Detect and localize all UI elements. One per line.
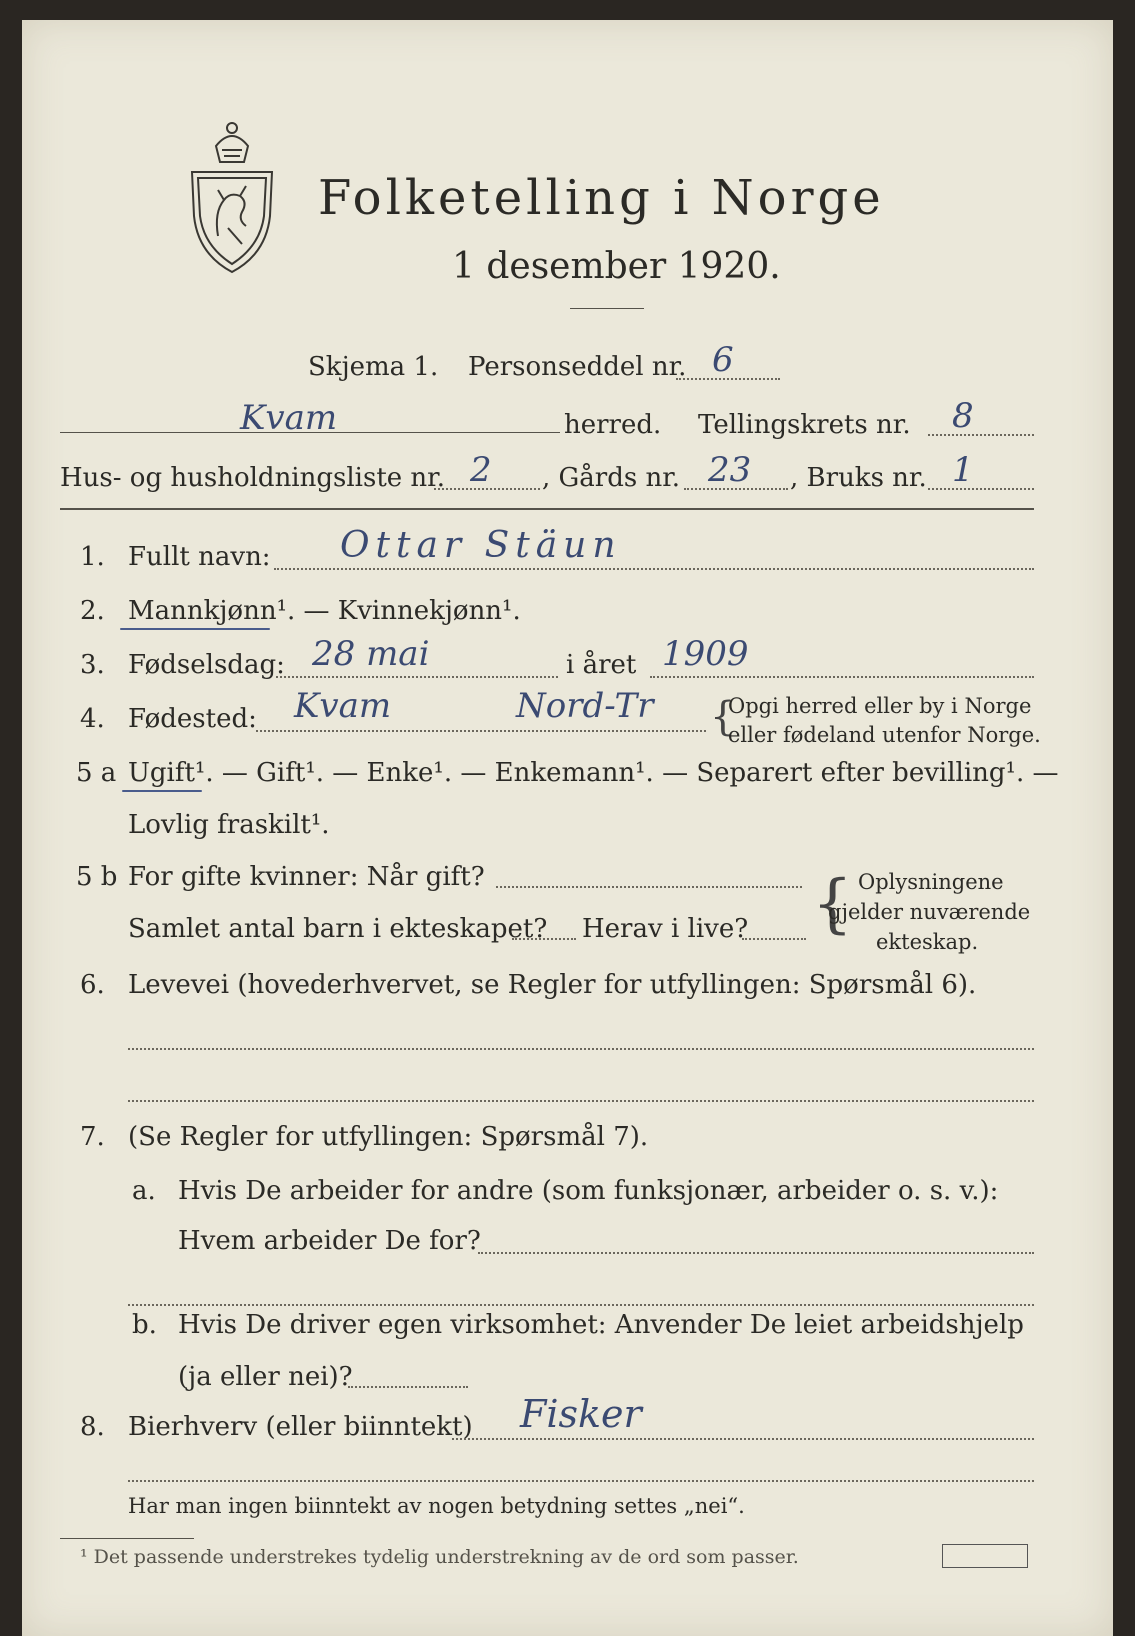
- q7a-employer-label: Hvem arbeider De for?: [178, 1226, 481, 1256]
- q7-label: (Se Regler for utfyllingen: Spørsmål 7).: [128, 1122, 649, 1152]
- bruks-label: , Bruks nr.: [790, 463, 927, 493]
- q5b-note-line2: gjelder nuværende: [828, 900, 1031, 924]
- q6-number: 6.: [80, 970, 105, 1000]
- q8-extra-line: [128, 1480, 1034, 1482]
- occupation-label: Levevei (hovederhvervet, se Regler for utfyllingen: Spørsmål 6).: [128, 970, 977, 1000]
- footnote: ¹ Det passende understrekes tydelig understrekning av de ord som passer.: [80, 1546, 799, 1568]
- herred-label: herred.: [564, 410, 662, 440]
- title-divider: [570, 308, 644, 309]
- personseddel-value[interactable]: 6: [712, 340, 734, 380]
- tellingskrets-line: [928, 434, 1034, 436]
- husholdning-value[interactable]: 2: [470, 450, 492, 490]
- birthplace-county-value[interactable]: Nord-Tr: [516, 686, 654, 726]
- side-income-value[interactable]: Fisker: [520, 1392, 642, 1436]
- q5b-number: 5 b: [76, 862, 118, 892]
- q5b-note-line3: ekteskap.: [876, 930, 979, 954]
- q5b-married-label: For gifte kvinner: Når gift?: [128, 862, 485, 892]
- q4-line: [256, 730, 706, 732]
- printer-stamp: [942, 1544, 1028, 1568]
- q7a-label: Hvis De arbeider for andre (som funksjonær, arbeider o. s. v.):: [178, 1176, 999, 1206]
- gender-underline: [120, 628, 270, 630]
- q5b-married-line: [496, 886, 802, 888]
- q1-label: Fullt navn:: [128, 542, 271, 572]
- marital-status-options-cont: Lovlig fraskilt¹.: [128, 810, 330, 840]
- census-date: 1 desember 1920.: [452, 246, 781, 287]
- q5b-children-label: Samlet antal barn i ekteskapet?: [128, 914, 548, 944]
- q5b-children-line: [512, 938, 576, 940]
- q7b-label: Hvis De driver egen virksomhet: Anvender De leiet arbeidshjelp: [178, 1310, 1024, 1340]
- gards-value[interactable]: 23: [708, 450, 752, 490]
- q4-note-line1: Opgi herred eller by i Norge: [728, 694, 1032, 718]
- q1-line: [274, 568, 1034, 570]
- q1-number: 1.: [80, 542, 105, 572]
- q2-number: 2.: [80, 596, 105, 626]
- marital-status-underline: [122, 790, 202, 792]
- q5b-alive-line: [742, 938, 806, 940]
- herred-value[interactable]: Kvam: [240, 398, 338, 438]
- q3-year-line: [650, 676, 1034, 678]
- q7b-letter: b.: [132, 1310, 157, 1340]
- header-separator: [60, 508, 1034, 510]
- birthyear-value[interactable]: 1909: [662, 634, 749, 674]
- q8-label: Bierhverv (eller biinntekt): [128, 1412, 473, 1442]
- skjema-label: Skjema 1.: [308, 352, 439, 382]
- marital-status-options: Ugift¹. — Gift¹. — Enke¹. — Enkemann¹. — Separert efter bevilling¹. —: [128, 758, 1059, 788]
- norwegian-coat-of-arms-icon: [184, 116, 280, 276]
- gender-options: Mannkjønn¹. — Kvinnekjønn¹.: [128, 596, 521, 626]
- tellingskrets-label: Tellingskrets nr.: [698, 410, 911, 440]
- footer-note: Har man ingen biinntekt av nogen betydning settes „nei“.: [128, 1494, 745, 1518]
- q3-year-label: i året: [566, 650, 637, 680]
- husholdning-label: Hus- og husholdningsliste nr.: [60, 463, 446, 493]
- q7a-letter: a.: [132, 1176, 156, 1206]
- bruks-line: [928, 488, 1034, 490]
- tellingskrets-value[interactable]: 8: [952, 396, 974, 436]
- q4-brace: {: [710, 694, 736, 740]
- q3-label: Fødselsdag:: [128, 650, 285, 680]
- full-name-value[interactable]: Ottar Stäun: [340, 525, 622, 566]
- q7b-yesno-label: (ja eller nei)?: [178, 1362, 353, 1392]
- q7-number: 7.: [80, 1122, 105, 1152]
- q3-line: [276, 676, 558, 678]
- census-form-page: [22, 20, 1113, 1636]
- q5b-alive-label: Herav i live?: [582, 914, 749, 944]
- q4-label: Fødested:: [128, 704, 257, 734]
- q7a-employer-line: [478, 1252, 1034, 1254]
- q7b-yesno-line: [348, 1386, 468, 1388]
- q3-number: 3.: [80, 650, 105, 680]
- footnote-divider: [60, 1538, 194, 1539]
- q4-number: 4.: [80, 704, 105, 734]
- occupation-line-2: [128, 1100, 1034, 1102]
- birthdate-value[interactable]: 28 mai: [312, 634, 430, 674]
- occupation-line-1: [128, 1048, 1034, 1050]
- q5a-number: 5 a: [76, 758, 117, 788]
- q4-note-line2: eller fødeland utenfor Norge.: [728, 723, 1041, 747]
- bruks-value[interactable]: 1: [952, 450, 974, 490]
- personseddel-label: Personseddel nr.: [468, 352, 687, 382]
- q5b-note-line1: Oplysningene: [858, 870, 1004, 894]
- q5b-brace: {: [812, 867, 853, 941]
- q7a-extra-line: [128, 1304, 1034, 1306]
- birthplace-value[interactable]: Kvam: [294, 686, 392, 726]
- form-title: Folketelling i Norge: [318, 170, 885, 226]
- gards-label: , Gårds nr.: [542, 463, 681, 493]
- q8-number: 8.: [80, 1412, 105, 1442]
- q8-line: [452, 1438, 1034, 1440]
